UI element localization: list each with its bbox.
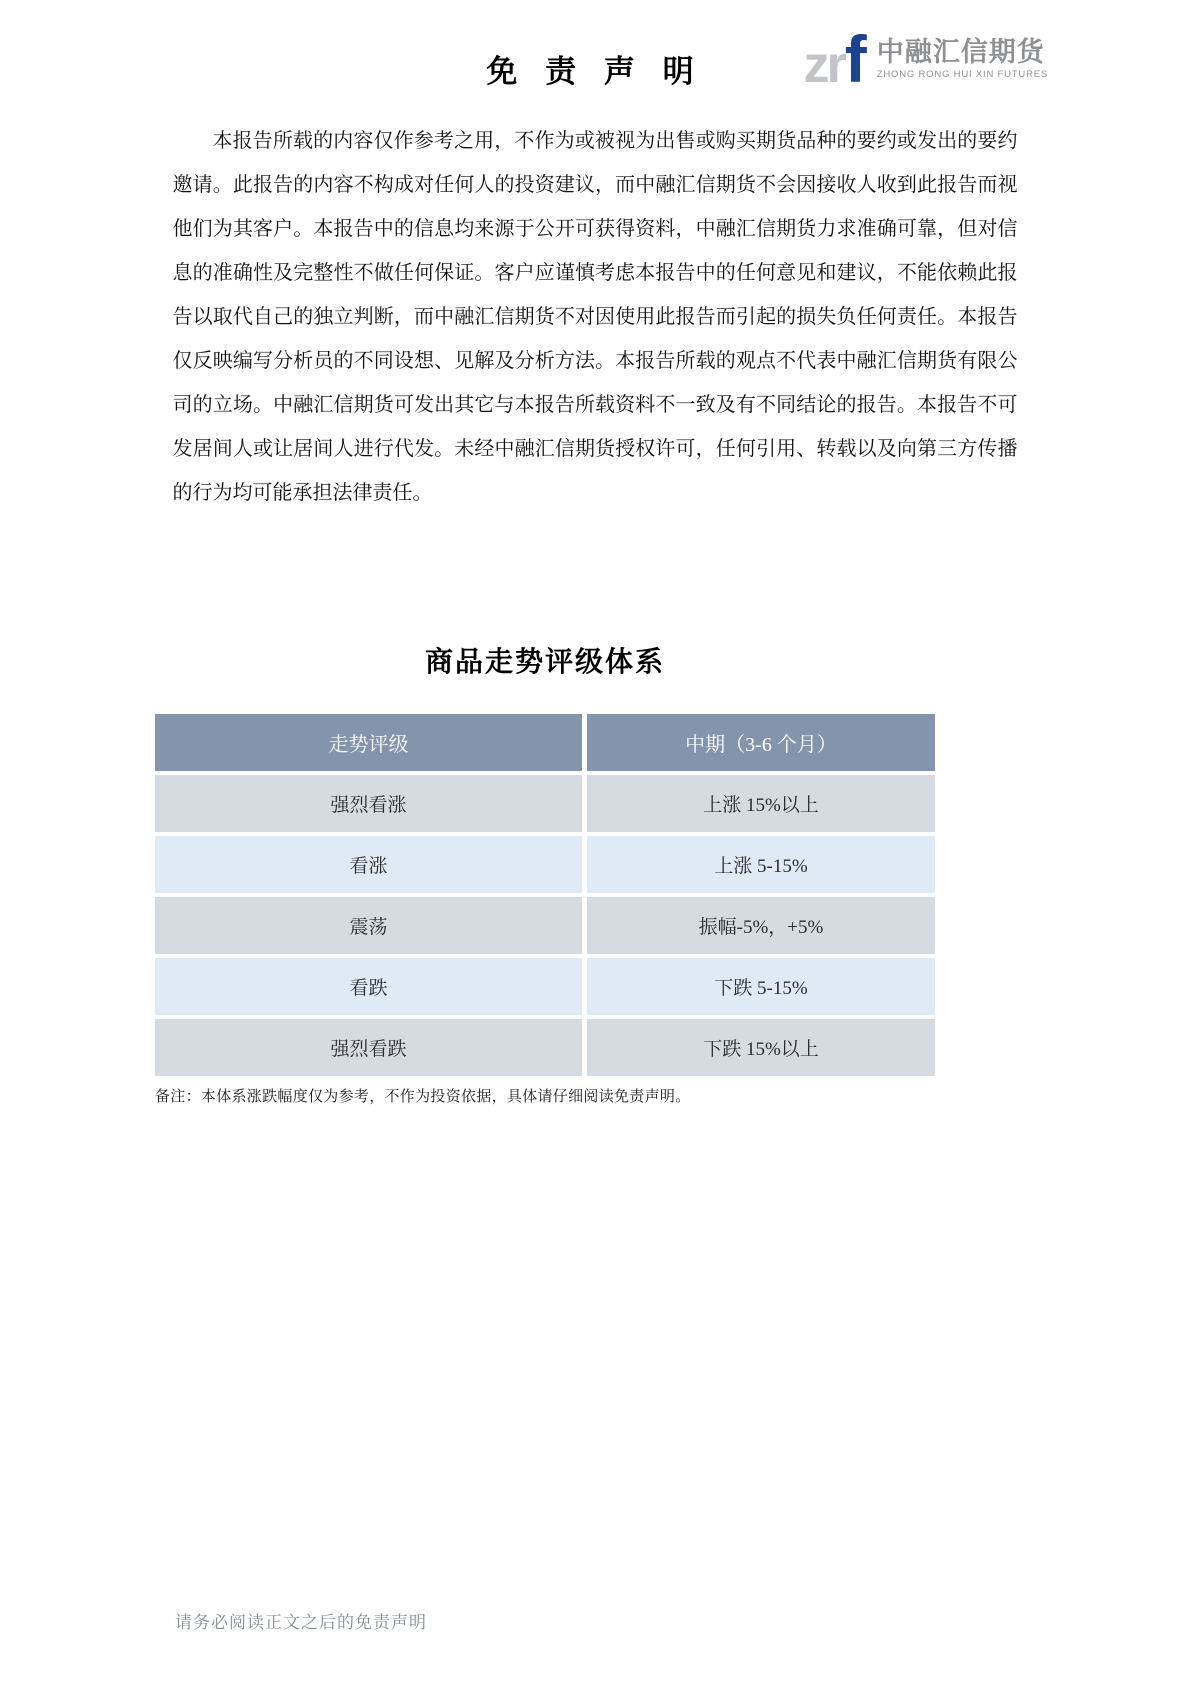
table-cell-range: 下跌 5-15%	[587, 958, 935, 1015]
rating-system-section	[155, 640, 935, 1106]
table-cell-range: 上涨 15%以上	[587, 775, 935, 832]
brand-tagline: ZHONG RONG HUI XIN FUTURES	[876, 69, 1048, 81]
table-cell-rating: 强烈看跌	[155, 1019, 582, 1076]
table-cell-rating: 强烈看涨	[155, 775, 582, 832]
table-cell-rating: 震荡	[155, 897, 582, 954]
table-cell-rating: 看跌	[155, 958, 582, 1015]
table-cell-range: 下跌 15%以上	[587, 1019, 935, 1076]
table-cell-rating: 看涨	[155, 836, 582, 893]
logo-letters-zr: zr	[803, 36, 844, 94]
disclaimer-body: 本报告所载的内容仅作参考之用，不作为或被视为出售或购买期货品种的要约或发出的要约邀请。此报告的内容不构成对任何人的投资建议，而中融汇信期货不会因接收人收到此报告而视他们为其客户。本报告中的信息均来源于公开可获得资料，中融汇信期货力求准确可靠，但对信息的准确性及完整性不做任何保证。客户应谨慎考虑本报告中的任何意见和建议，不能依赖此报告以取代自己的独立判断，而中融汇信期货不对因使用此报告而引起的损失负任何责任。本报告仅反映编写分析员的不同设想、见解及分析方法。本报告所载的观点不代表中融汇信期货有限公司的立场。中融汇信期货可发出其它与本报告所载资料不一致及有不同结论的报告。本报告不可发居间人或让居间人进行代发。未经中融汇信期货授权许可，任何引用、转载以及向第三方传播的行为均可能承担法律责任。	[172, 130, 1018, 504]
logo-letter-f: f	[844, 22, 867, 96]
rating-section-title: 商品走势评级体系	[424, 647, 665, 678]
rating-table	[155, 714, 935, 1076]
table-header-midterm: 中期（3-6 个月）	[587, 714, 935, 771]
zrf-logo-icon	[803, 22, 867, 96]
table-footnote: 备注：本体系涨跌幅度仅为参考，不作为投资依据，具体请仔细阅读免责声明。	[155, 1089, 691, 1105]
table-cell-range: 上涨 5-15%	[587, 836, 935, 893]
brand-name: 中融汇信期货	[876, 36, 1045, 67]
page-footer: 请务必阅读正文之后的免责声明	[175, 1613, 427, 1632]
brand-text	[877, 38, 1048, 81]
page-title: 免 责 声 明	[486, 54, 704, 89]
table-header-rating: 走势评级	[155, 714, 582, 771]
table-cell-range: 振幅-5%，+5%	[587, 897, 935, 954]
brand-logo	[803, 22, 1048, 96]
